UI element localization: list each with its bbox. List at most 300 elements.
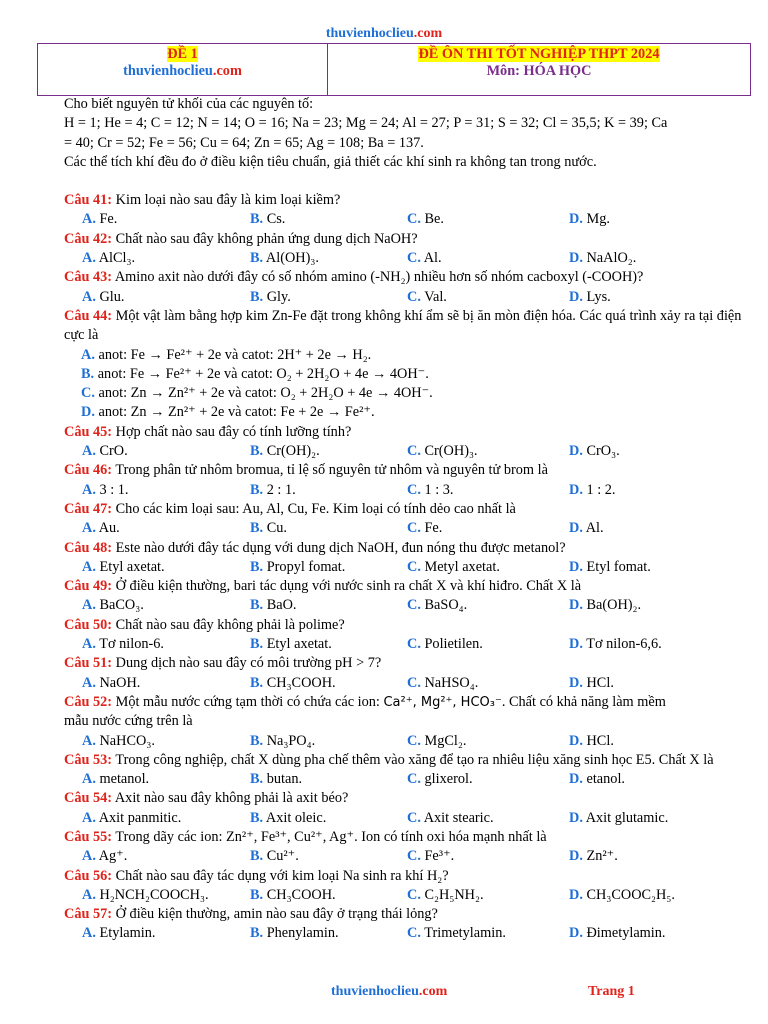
option-letter: C. <box>407 520 421 537</box>
option-text: Ag⁺. <box>98 848 128 865</box>
option-text: Polietilen. <box>424 636 483 653</box>
question-number: Câu 55: <box>64 828 113 845</box>
question-text: Một vật làm bằng hợp kim Zn-Fe đặt trong không khí ẩm sẽ bị ăn mòn điện hóa. Các quá trình xảy ra tại điện cực là <box>64 307 742 344</box>
option-text: Na₃PO₄. <box>266 732 316 749</box>
question-text: Trong phân tử nhôm bromua, tỉ lệ số nguyên tử nhôm và nguyên tử brom là <box>115 462 548 479</box>
answer-option[interactable] <box>82 674 250 693</box>
option-letter: A. <box>82 211 96 228</box>
answer-options <box>64 519 754 538</box>
option-letter: B. <box>250 809 264 826</box>
option-text: CrO₃. <box>586 443 620 460</box>
option-text: Cu. <box>266 520 287 537</box>
question-text: Cho các kim loại sau: Au, Al, Cu, Fe. Kim loại có tính dẻo cao nhất là <box>115 500 516 517</box>
question-block <box>64 905 754 944</box>
option-letter: A. <box>82 250 96 267</box>
question-number: Câu 51: <box>64 655 113 672</box>
answer-options <box>64 847 754 866</box>
answer-option[interactable] <box>250 924 407 943</box>
question-block <box>64 751 754 790</box>
option-text: Propyl fomat. <box>266 558 346 575</box>
answer-options <box>64 288 754 307</box>
option-text: NaHSO₄. <box>424 674 479 691</box>
question-stem <box>64 654 754 673</box>
option-letter: C. <box>407 250 421 267</box>
option-letter: B. <box>250 250 264 267</box>
option-text: etanol. <box>586 771 625 788</box>
answer-option[interactable] <box>569 924 737 943</box>
option-letter: A. <box>82 481 96 498</box>
question-stem <box>64 905 754 924</box>
answer-options <box>64 249 754 268</box>
answer-option[interactable] <box>250 519 407 538</box>
question-stem <box>64 230 754 249</box>
exam-title: ĐỀ ÔN THI TỐT NGHIỆP THPT 2024 <box>418 46 660 62</box>
option-letter: B. <box>250 558 264 575</box>
option-text: Cs. <box>266 211 286 228</box>
question-text: Chất nào sau đây không phải là polime? <box>115 616 345 633</box>
answer-option[interactable] <box>250 809 407 828</box>
answer-option[interactable] <box>82 635 250 654</box>
option-letter: C. <box>407 288 421 305</box>
question-block <box>64 828 754 867</box>
option-letter: C. <box>407 636 421 653</box>
question-number: Câu 56: <box>64 867 113 884</box>
question-text: Ở điều kiện thường, amin nào sau đây ở trạng thái lỏng? <box>115 906 438 923</box>
option-text: Cu²⁺. <box>266 848 299 865</box>
question-block <box>64 500 754 539</box>
option-letter: B. <box>250 771 264 788</box>
answer-option[interactable] <box>407 924 569 943</box>
option-text: Axit stearic. <box>423 809 494 826</box>
answer-option[interactable] <box>569 210 737 229</box>
question-text: mẫu nước cứng trên là <box>64 713 193 730</box>
answer-options <box>64 210 754 229</box>
answer-option[interactable] <box>569 442 737 461</box>
answer-option[interactable] <box>569 847 737 866</box>
answer-option[interactable] <box>407 809 569 828</box>
option-text: butan. <box>266 771 303 788</box>
answer-option[interactable] <box>250 288 407 307</box>
question-text: Ở điều kiện thường, bari tác dụng với nước sinh ra chất X và khí hiđro. Chất X là <box>115 578 582 595</box>
intro-line: = 40; Cr = 52; Fe = 56; Cu = 64; Zn = 65; Ag = 108; Ba = 137. <box>64 134 424 151</box>
answer-options <box>64 924 754 943</box>
option-letter: D. <box>569 886 583 903</box>
answer-option[interactable] <box>250 674 407 693</box>
answer-option[interactable] <box>82 210 250 229</box>
question-block <box>64 230 754 269</box>
question-number: Câu 44: <box>64 307 113 324</box>
answer-option[interactable] <box>250 886 407 905</box>
question-number: Câu 43: <box>64 269 113 286</box>
option-text: Be. <box>424 211 444 228</box>
option-letter: C. <box>407 481 421 498</box>
question-text: Một mẫu nước cứng tạm thời có chứa các ion: <box>115 693 380 710</box>
option-text: anot: Fe → Fe²⁺ + 2e và catot: O₂ + 2H₂O + 4e → 4OH⁻. <box>97 365 429 382</box>
answer-option[interactable] <box>82 886 250 905</box>
question-stem <box>64 577 754 596</box>
option-letter: D. <box>569 597 583 614</box>
footer-site[interactable]: thuvienhoclieu.com <box>331 984 448 999</box>
option-letter: B. <box>250 886 264 903</box>
question-block <box>64 654 754 693</box>
option-text: H₂NCH₂COOCH₃. <box>99 886 209 903</box>
answer-option[interactable] <box>569 886 737 905</box>
answer-option[interactable] <box>407 210 569 229</box>
answer-options <box>64 732 754 751</box>
answer-option[interactable] <box>407 558 569 577</box>
question-stem <box>64 867 754 886</box>
option-text: Axit oleic. <box>265 809 327 826</box>
question-stem <box>64 307 754 346</box>
option-letter: B. <box>250 636 264 653</box>
answer-option[interactable] <box>250 442 407 461</box>
option-letter: D. <box>569 443 583 460</box>
answer-option[interactable] <box>250 558 407 577</box>
option-text: CH₃COOH. <box>266 674 336 691</box>
question-block <box>64 867 754 906</box>
question-stem <box>64 828 754 847</box>
option-text: NaOH. <box>99 674 141 691</box>
answer-option[interactable] <box>407 770 569 789</box>
answer-option[interactable] <box>250 249 407 268</box>
option-letter: B. <box>250 288 264 305</box>
answer-option[interactable] <box>82 770 250 789</box>
answer-option[interactable] <box>82 249 250 268</box>
question-block <box>64 307 754 423</box>
question-text: Amino axit nào dưới đây có số nhóm amino (-NH₂) nhiều hơn số nhóm cacboxyl (-COOH)? <box>114 269 644 286</box>
answer-option[interactable] <box>82 924 250 943</box>
question-stem <box>64 789 754 808</box>
answer-options <box>64 481 754 500</box>
header-left-cell <box>38 44 328 95</box>
option-text: CrO. <box>99 443 128 460</box>
answer-option[interactable] <box>82 847 250 866</box>
option-letter: C. <box>407 809 421 826</box>
page-number: Trang 1 <box>588 984 635 999</box>
question-number: Câu 48: <box>64 539 113 556</box>
option-text: Phenylamin. <box>266 925 339 942</box>
option-text: Tơ nilon-6,6. <box>586 636 662 653</box>
option-text: Etylamin. <box>99 925 156 942</box>
option-text: Al. <box>423 250 442 267</box>
answer-option[interactable] <box>82 288 250 307</box>
answer-option[interactable] <box>407 481 569 500</box>
answer-option[interactable] <box>407 519 569 538</box>
answer-option[interactable] <box>569 635 737 654</box>
ion-list: Ca²⁺, Mg²⁺, HCO₃⁻ <box>383 694 502 710</box>
intro-line: H = 1; He = 4; C = 12; N = 14; O = 16; Na = 23; Mg = 24; Al = 27; P = 31; S = 32; Cl = 35,5; K = 39; Ca <box>64 115 668 132</box>
answer-option[interactable] <box>64 365 754 384</box>
option-letter: B. <box>250 520 264 537</box>
question-stem <box>64 500 754 519</box>
question-text: Trong công nghiệp, chất X dùng pha chế thêm vào xăng để tạo ra nhiêu liệu xăng sinh học E5. Chất X là <box>115 751 714 768</box>
option-letter: A. <box>82 520 96 537</box>
option-text: Etyl axetat. <box>99 558 165 575</box>
option-text: anot: Fe → Fe²⁺ + 2e và catot: 2H⁺ + 2e → H₂. <box>98 346 372 363</box>
option-letter: A. <box>82 597 96 614</box>
answer-option[interactable] <box>82 481 250 500</box>
question-number: Câu 53: <box>64 751 113 768</box>
option-text: Lys. <box>586 288 611 305</box>
option-letter: D. <box>569 809 583 826</box>
exam-content <box>64 95 754 944</box>
answer-options <box>64 442 754 461</box>
option-letter: C. <box>407 211 421 228</box>
question-list <box>64 191 754 944</box>
answer-option[interactable] <box>407 596 569 615</box>
option-text: 1 : 2. <box>586 481 616 498</box>
answer-option[interactable] <box>407 442 569 461</box>
answer-options <box>64 886 754 905</box>
option-letter: B. <box>250 848 264 865</box>
question-number: Câu 57: <box>64 906 113 923</box>
question-number: Câu 46: <box>64 462 113 479</box>
answer-option[interactable] <box>82 558 250 577</box>
option-letter: D. <box>569 288 583 305</box>
option-letter: C. <box>407 848 421 865</box>
answer-options <box>64 558 754 577</box>
question-number: Câu 45: <box>64 423 113 440</box>
question-stem <box>64 616 754 635</box>
option-letter: C. <box>407 443 421 460</box>
option-text: Glu. <box>99 288 125 305</box>
question-number: Câu 49: <box>64 578 113 595</box>
option-text: Fe. <box>99 211 118 228</box>
question-stem <box>64 751 754 770</box>
option-letter: C. <box>407 674 421 691</box>
option-letter: B. <box>250 597 264 614</box>
option-letter: B. <box>250 443 264 460</box>
option-text: Ba(OH)₂. <box>586 597 642 614</box>
option-letter: D. <box>569 925 583 942</box>
answer-option[interactable] <box>82 809 250 828</box>
question-text: Chất nào sau đây không phản ứng dung dịch NaOH? <box>115 230 418 247</box>
question-block <box>64 461 754 500</box>
answer-options <box>64 770 754 789</box>
answer-options <box>64 674 754 693</box>
header-site[interactable]: thuvienhoclieu.com <box>123 63 242 79</box>
option-text: HCl. <box>586 732 614 749</box>
answer-options <box>64 809 754 828</box>
option-text: Mg. <box>586 211 610 228</box>
option-letter: B. <box>250 211 264 228</box>
question-stem <box>64 191 754 210</box>
option-text: NaAlO₂. <box>586 250 637 267</box>
option-text: Cr(OH)₃. <box>424 443 478 460</box>
answer-option[interactable] <box>250 210 407 229</box>
question-text: Kim loại nào sau đây là kim loại kiềm? <box>115 192 341 209</box>
option-letter: A. <box>82 443 96 460</box>
option-text: Fe. <box>424 520 443 537</box>
option-text: Etyl axetat. <box>266 636 332 653</box>
answer-option[interactable] <box>569 596 737 615</box>
answer-option[interactable] <box>250 596 407 615</box>
question-stem <box>64 423 754 442</box>
option-letter: D. <box>569 211 583 228</box>
answer-option[interactable] <box>569 519 737 538</box>
option-text: BaCO₃. <box>99 597 144 614</box>
option-letter: A. <box>82 925 96 942</box>
option-text: 3 : 1. <box>99 481 129 498</box>
exam-number: ĐỀ 1 <box>167 46 198 62</box>
question-stem <box>64 268 754 287</box>
answer-option[interactable] <box>407 674 569 693</box>
question-block <box>64 423 754 462</box>
option-letter: A. <box>82 288 96 305</box>
option-letter: A. <box>82 886 96 903</box>
option-text: Val. <box>424 288 447 305</box>
answer-option[interactable] <box>407 847 569 866</box>
option-text: AlCl₃. <box>98 250 136 267</box>
answer-option[interactable] <box>64 403 754 422</box>
option-letter: B. <box>250 732 264 749</box>
exam-subject: Môn: HÓA HỌC <box>486 63 592 79</box>
option-text: HCl. <box>586 674 614 691</box>
option-text: CH₃COOC₂H₅. <box>586 886 675 903</box>
question-block <box>64 539 754 578</box>
answer-option[interactable] <box>407 288 569 307</box>
answer-option[interactable] <box>569 674 737 693</box>
option-letter: C. <box>407 558 421 575</box>
option-text: BaSO₄. <box>424 597 468 614</box>
question-block <box>64 693 754 751</box>
option-letter: C. <box>407 771 421 788</box>
option-letter: B. <box>250 674 264 691</box>
question-block <box>64 616 754 655</box>
option-letter: A. <box>82 558 96 575</box>
option-letter: A. <box>82 771 96 788</box>
question-number: Câu 47: <box>64 500 113 517</box>
answer-option[interactable] <box>250 481 407 500</box>
option-text: Metyl axetat. <box>424 558 500 575</box>
question-text: Hợp chất nào sau đây có tính lưỡng tính? <box>115 423 352 440</box>
option-letter: D. <box>569 636 583 653</box>
option-letter: A. <box>82 732 96 749</box>
option-text: metanol. <box>99 771 150 788</box>
option-letter: C. <box>407 925 421 942</box>
question-stem <box>64 461 754 480</box>
answer-option[interactable] <box>407 249 569 268</box>
question-text: Dung dịch nào sau đây có môi trường pH > 7? <box>115 655 382 672</box>
option-text: 1 : 3. <box>424 481 454 498</box>
option-text: BaO. <box>266 597 297 614</box>
option-letter: A. <box>82 848 96 865</box>
answer-option[interactable] <box>407 732 569 751</box>
answer-option[interactable] <box>250 635 407 654</box>
header-right-cell <box>328 44 750 95</box>
question-text: Chất nào sau đây tác dụng với kim loại Na sinh ra khí H₂? <box>115 867 449 884</box>
option-letter: D. <box>569 481 583 498</box>
option-text: Etyl fomat. <box>586 558 651 575</box>
answer-option[interactable] <box>250 770 407 789</box>
option-letter: A. <box>82 809 96 826</box>
option-text: Tơ nilon-6. <box>99 636 164 653</box>
option-text: glixerol. <box>424 771 473 788</box>
option-letter: D. <box>569 674 583 691</box>
option-text: Al(OH)₃. <box>265 250 319 267</box>
option-text: Cr(OH)₂. <box>266 443 320 460</box>
answer-option[interactable] <box>569 288 737 307</box>
option-text: Au. <box>98 520 120 537</box>
answer-option[interactable] <box>64 346 754 365</box>
answer-options <box>64 596 754 615</box>
option-letter: C. <box>407 732 421 749</box>
exam-header <box>37 43 751 96</box>
option-text: anot: Zn → Zn²⁺ + 2e và catot: O₂ + 2H₂O + 4e → 4OH⁻. <box>98 385 433 402</box>
answer-option[interactable] <box>407 635 569 654</box>
option-letter: C. <box>407 886 421 903</box>
option-text: NaHCO₃. <box>99 732 155 749</box>
question-block <box>64 191 754 230</box>
option-text: anot: Zn → Zn²⁺ + 2e và catot: Fe + 2e → Fe²⁺. <box>98 404 375 421</box>
answer-option[interactable] <box>569 809 737 828</box>
answer-option[interactable] <box>569 481 737 500</box>
option-letter: D. <box>569 771 583 788</box>
option-letter: D. <box>81 404 95 421</box>
answer-option[interactable] <box>569 770 737 789</box>
option-text: CH₃COOH. <box>266 886 336 903</box>
option-letter: A. <box>82 636 96 653</box>
answer-option[interactable] <box>82 442 250 461</box>
option-text: Fe³⁺. <box>424 848 455 865</box>
option-text: Al. <box>585 520 604 537</box>
answer-options <box>64 635 754 654</box>
option-text: MgCl₂. <box>424 732 467 749</box>
question-number: Câu 42: <box>64 230 113 247</box>
option-text: Axit glutamic. <box>585 809 669 826</box>
question-text: Este nào dưới đây tác dụng với dung dịch NaOH, đun nóng thu được metanol? <box>115 539 566 556</box>
answer-option[interactable] <box>250 847 407 866</box>
question-stem <box>64 539 754 558</box>
answer-option[interactable] <box>569 732 737 751</box>
option-text: Gly. <box>266 288 291 305</box>
option-text: C₂H₅NH₂. <box>424 886 484 903</box>
option-text: Đimetylamin. <box>586 925 666 942</box>
answer-option[interactable] <box>82 519 250 538</box>
option-text: Zn²⁺. <box>586 848 618 865</box>
site-watermark-top[interactable]: thuvienhoclieu.com <box>325 26 443 41</box>
question-text: Trong dãy các ion: Zn²⁺, Fe³⁺, Cu²⁺, Ag⁺. Ion có tính oxi hóa mạnh nhất là <box>115 828 547 845</box>
answer-option[interactable] <box>82 732 250 751</box>
question-stem <box>64 693 754 732</box>
intro-line: Các thể tích khí đều đo ở điều kiện tiêu chuẩn, giả thiết các khí sinh ra không tan trong nước. <box>64 153 597 170</box>
answer-option[interactable] <box>82 596 250 615</box>
option-letter: A. <box>81 346 95 363</box>
option-letter: B. <box>81 365 95 382</box>
option-letter: D. <box>569 250 583 267</box>
answer-option[interactable] <box>250 732 407 751</box>
question-number: Câu 41: <box>64 192 113 209</box>
option-letter: B. <box>250 481 264 498</box>
option-letter: D. <box>569 732 583 749</box>
option-letter: D. <box>569 848 583 865</box>
option-text: Axit panmitic. <box>98 809 182 826</box>
answer-option[interactable] <box>569 249 737 268</box>
question-block <box>64 789 754 828</box>
question-number: Câu 50: <box>64 616 113 633</box>
answer-option[interactable] <box>569 558 737 577</box>
question-block <box>64 577 754 616</box>
answer-option[interactable] <box>407 886 569 905</box>
answer-option[interactable] <box>64 384 754 403</box>
question-number: Câu 52: <box>64 693 113 710</box>
option-letter: B. <box>250 925 264 942</box>
option-letter: D. <box>569 558 583 575</box>
question-number: Câu 54: <box>64 790 113 807</box>
question-text: . Chất có khả năng làm mềm <box>501 693 666 710</box>
intro-line: Cho biết nguyên tử khối của các nguyên tố: <box>64 96 314 112</box>
option-letter: C. <box>81 385 95 402</box>
